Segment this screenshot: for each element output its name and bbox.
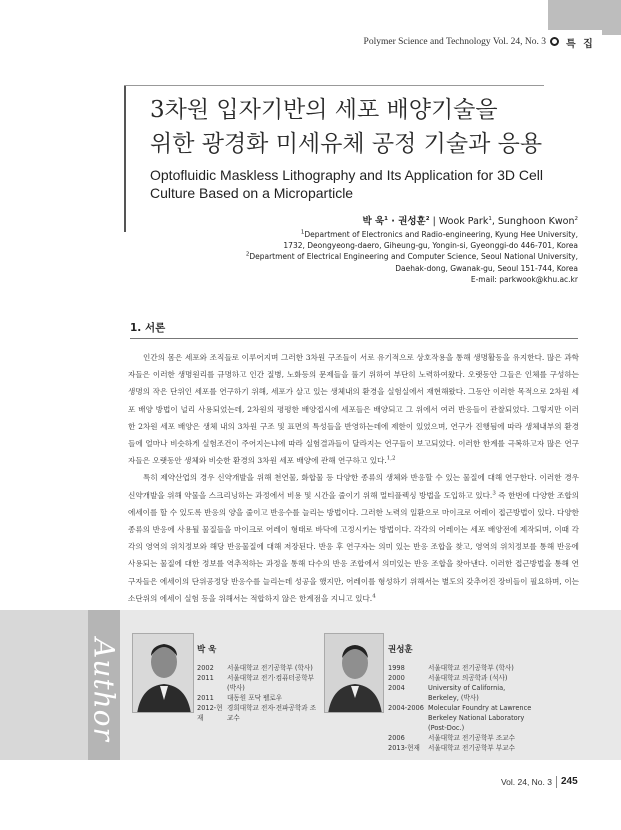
citation: 1,2 — [386, 455, 396, 462]
journal-header: Polymer Science and Technology Vol. 24, No. 3 — [363, 37, 546, 47]
citation: 3 — [492, 490, 496, 497]
person-silhouette-icon — [133, 634, 194, 713]
circle-icon — [550, 37, 559, 46]
citation: 4 — [372, 593, 376, 600]
section-label: 특 집 — [566, 39, 595, 50]
author-name: 권성훈 — [398, 216, 426, 227]
author-name-en: Sunghoon Kwon — [497, 216, 575, 227]
author-photo — [324, 633, 384, 713]
author-name-en: Wook Park — [438, 216, 489, 227]
korean-title-line: 위한 광경화 미세유체 공정 기술과 응용 — [150, 131, 543, 157]
author-photo — [132, 633, 194, 713]
bio-card-2 — [388, 643, 538, 753]
footer-separator — [556, 776, 557, 788]
author-label: Author — [87, 638, 121, 742]
korean-title-line: 3차원 입자기반의 세포 배양기술을 — [150, 97, 498, 123]
email: E-mail: parkwook@khu.ac.kr — [470, 274, 578, 284]
page-number: 245 — [561, 776, 578, 787]
section-heading: 1. 서론 — [130, 322, 166, 334]
body-text — [128, 349, 579, 607]
bio-name: 박 욱 — [197, 645, 217, 655]
title-top-rule — [124, 85, 544, 86]
corner-tab-decoration — [548, 0, 621, 30]
english-title: Optofluidic Maskless Lithography and Its Application for 3D Cell Culture Based on a Microparticle — [150, 167, 543, 201]
paragraph: 특히 제약산업의 경우 신약개발을 위해 천연물, 화합물 등 다양한 종류의 생체와 반응할 수 있는 물질에 대해 연구한다. 이러한 경우 신약개발을 위해 약물을 스크리닝하는 과정에서 비용 및 시간을 줄이기 위해 멀티플렉싱 방법을 도입하고 있다.$^3$ 즉 한번에 다양한 조합의 에세이를 할 수 있도록 반응의 양을 줄이고 반응수를 늘리는 방법이다. 그러한 노력의 일환으로 마이크로 어레이 접근방법이 있다. 다양한 종류의 반응에 사용될 물질들을 마이크로 어레이 형태로 바닥에 고정시키는 방법이다. 각각의 어레이는 세포 배양전에 제작되며, 이때 각각의 영역의 위치정보와 해당 반응물질에 대해 저장된다. 반응 후 연구자는 의미 있는 반응 조합을 찾고, 영역의 위치정보를 통해 반응에 사용되는 물질에 대한 정보를 역추적하는 과정을 통해 다수의 반응 조합에서 의미있는 반응 조합을 찾아낸다. 이러한 접근방법을 통해 연구자들은 에세이의 단위공정당 반응수를 늘리는데 성공을 했지만, 어레이를 형성하기 위해서는 별도의 갖추어진 장비들이 필요하며, 이는 소단위의 에세이 실험 등을 위해서는 적합하지 않은 한계점을 지니고 있다.$^4$ — [128, 473, 580, 603]
author-line: 박 욱$^1$ · 권성훈$^2$ | Wook Park$^1$, Sunghoon Kwon$^2$ — [362, 215, 578, 227]
bio-name: 권성훈 — [388, 645, 413, 655]
corner-tab-decoration — [602, 30, 621, 35]
footer-issue: Vol. 24, No. 3 — [500, 777, 552, 787]
section-rule — [130, 338, 578, 339]
person-silhouette-icon — [325, 634, 384, 713]
korean-title — [150, 93, 590, 161]
paragraph: 인간의 몸은 세포와 조직들로 이루어지며 그러한 3차원 구조들이 서로 유기적으로 상호작용을 통해 생명활동을 유지한다. 많은 과학자들은 이러한 생명원리를 규명하고 인간 질병, 노화등의 문제들을 풀기 위하여 부단히 노력하여왔다. 오랫동안 그들은 인체를 구성하는 생명의 작은 단위인 세포를 연구하기 위해, 세포가 살고 있는 생체내의 환경을 실험실에서 재현해왔다. 그동안 이러한 목적으로 2차원 세포 배양 방법이 널리 사용되었는데, 2차원의 평평한 배양접시에 세포들은 배양되고 그 위에서 여러 반응들이 관찰되었다. 그렇지만 이러한 2차원 세포 배양은 생체 내의 3차원 구조 및 표면의 특성들을 반영하는데에 제한이 있었으며, 연구가 진행됨에 따라 생체내부의 환경들에 얼마나 비슷하게 실험조건이 주어지는냐에 따라 실험결과들이 달라지는 연구들이 보고되었다. 이러한 한계를 극복하고자 많은 연구자들은 오랫동안 생체와 비슷한 환경의 3차원 세포 배양에 관해 연구하고 있다.$^{1,2}$ — [128, 353, 579, 466]
bio-table: 1998 서울대학교 전기공학부 (학사) 2000 서울대학교 의공학과 (석사) 2004 University of California, Berkeley, (박사) 2004-2006 Molecular Foundry at Lawrence Berkeley National Laboratory (Post-Doc.) 2006 서울대학교 전기공학부 조교수 2013-현재 서울대학교 전기공학부 부교수 — [388, 664, 532, 752]
title-side-rule — [124, 86, 126, 232]
affiliations: $^1$Department of Electronics and Radio-engineering, Kyung Hee University, 1732, Deongyeong-daero, Giheung-gu, Yongin-si, Gyeonggi-do 446-701, Korea $^2$Department of Electrical Engineering and Computer Science, Seoul National University, Daehak-dong, Gwanak-gu, Seoul 151-744, Korea E-mail: parkwook@khu.ac.kr — [225, 229, 578, 285]
bio-card-1 — [197, 643, 317, 723]
author-name: 박 욱 — [362, 216, 385, 227]
bio-table: 2002 서울대학교 전기공학부 (학사) 2011 서울대학교 전기·컴퓨터공학부 (박사) 2011 대동원 포닥 펠로우 2012-현재 경희대학교 전자·전파공학과 조교수 — [197, 664, 317, 722]
